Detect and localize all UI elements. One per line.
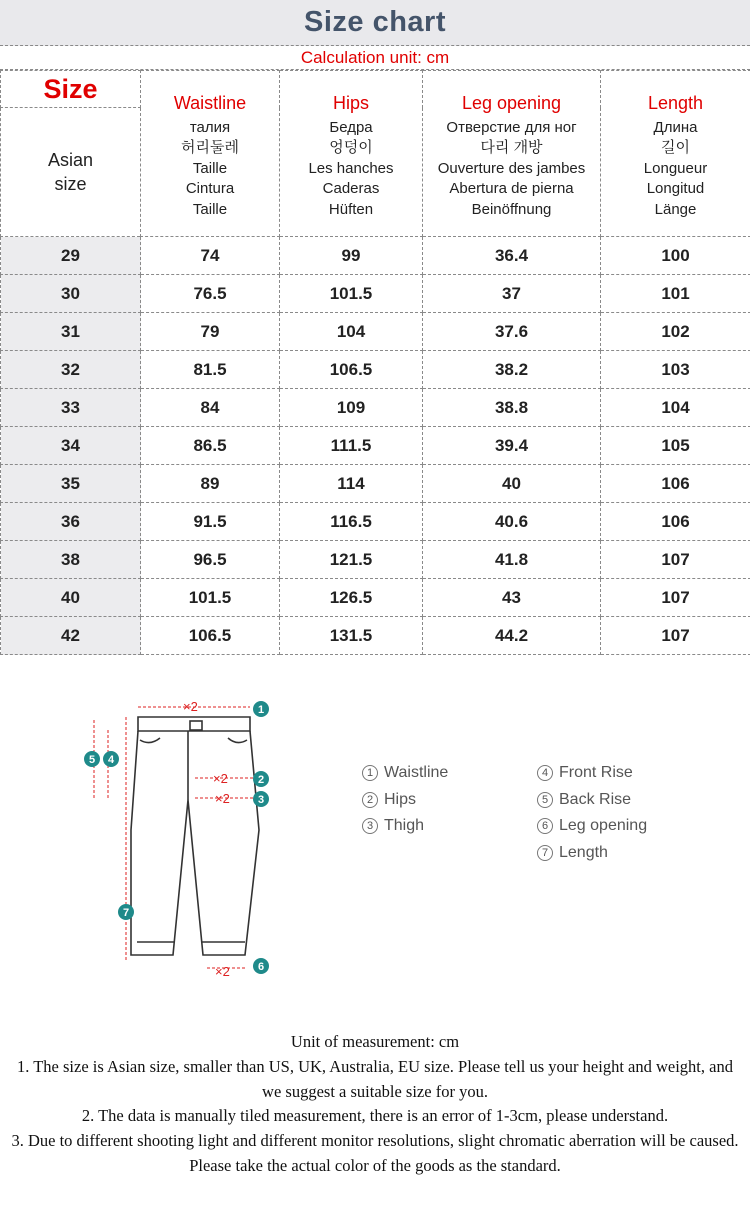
legend-num: 5 — [537, 792, 553, 808]
value-cell: 103 — [601, 351, 750, 389]
notes-section — [10, 1030, 740, 1179]
value-cell: 39.4 — [423, 427, 601, 465]
header-line: талия — [189, 118, 231, 136]
value-cell: 101.5 — [280, 275, 423, 313]
size-label-row — [1, 71, 750, 108]
value-cell: 38.2 — [423, 351, 601, 389]
legend-item — [362, 787, 448, 814]
legend-label: Back Rise — [559, 790, 632, 808]
value-cell: 106.5 — [280, 351, 423, 389]
value-cell: 104 — [601, 389, 750, 427]
legend-label: Leg opening — [559, 817, 648, 835]
table-row — [1, 275, 750, 313]
header-line: Длина — [653, 118, 698, 136]
table-row — [1, 389, 750, 427]
value-cell: 111.5 — [280, 427, 423, 465]
value-cell: 79 — [141, 313, 280, 351]
note-3: 3. Due to different shooting light and different monitor resolutions, slight chromatic aberration will be caused. Please take the actual color of the goods as the standard. — [11, 1131, 739, 1175]
dim-label: ×2 — [215, 964, 230, 979]
size-cell: 29 — [1, 237, 141, 275]
marker-number: 1 — [257, 704, 265, 716]
legend-num: 6 — [537, 818, 553, 834]
header-line: Ouverture des jambes — [437, 159, 586, 177]
marker-number: 6 — [257, 961, 265, 973]
value-cell: 38.8 — [423, 389, 601, 427]
value-cell: 37 — [423, 275, 601, 313]
header-line: Longitud — [646, 180, 705, 198]
marker-number: 5 — [88, 754, 96, 766]
header-line: Les hanches — [308, 159, 394, 177]
value-cell: 101.5 — [141, 579, 280, 617]
header-title: Leg opening — [461, 92, 562, 113]
legend-right — [537, 760, 647, 866]
value-cell: 86.5 — [141, 427, 280, 465]
dim-label: ×2 — [213, 771, 228, 786]
size-cell: 42 — [1, 617, 141, 655]
size-cell: 31 — [1, 313, 141, 351]
legend-label: Waistline — [384, 764, 449, 782]
header-line: Cintura — [185, 180, 235, 198]
marker-number: 2 — [257, 774, 265, 786]
table-row — [1, 503, 750, 541]
value-cell: 100 — [601, 237, 750, 275]
legend-num: 7 — [537, 845, 553, 861]
value-cell: 106.5 — [141, 617, 280, 655]
legend-item — [537, 760, 647, 787]
size-cell: 30 — [1, 275, 141, 313]
value-cell: 40 — [423, 465, 601, 503]
size-cell: 35 — [1, 465, 141, 503]
marker-number: 4 — [107, 754, 115, 766]
legend-label: Hips — [384, 790, 417, 808]
value-cell: 121.5 — [280, 541, 423, 579]
legend-label: Length — [559, 843, 608, 861]
legend-item — [537, 813, 647, 840]
legend-item — [362, 760, 448, 787]
legend-item — [362, 813, 448, 840]
value-cell: 84 — [141, 389, 280, 427]
value-cell: 44.2 — [423, 617, 601, 655]
size-cell: 33 — [1, 389, 141, 427]
note-2: 2. The data is manually tiled measurement, there is an error of 1-3cm, please understand. — [81, 1106, 669, 1126]
dim-label: ×2 — [183, 699, 198, 714]
header-line: Länge — [654, 200, 697, 218]
header-line: Бедра — [329, 118, 373, 136]
pants-outline — [131, 731, 259, 955]
value-cell: 96.5 — [141, 541, 280, 579]
dim-label: ×2 — [215, 791, 230, 806]
value-cell: 109 — [280, 389, 423, 427]
value-cell: 102 — [601, 313, 750, 351]
value-cell: 105 — [601, 427, 750, 465]
header-line: Beinöffnung — [471, 200, 552, 218]
legend-label: Front Rise — [559, 764, 633, 782]
table-row — [1, 617, 750, 655]
value-cell: 76.5 — [141, 275, 280, 313]
header-line: Taille — [192, 200, 228, 218]
header-line: Longueur — [643, 159, 708, 177]
value-cell: 89 — [141, 465, 280, 503]
table-row — [1, 237, 750, 275]
unit-label: Calculation unit: cm — [300, 47, 450, 67]
value-cell: 81.5 — [141, 351, 280, 389]
legend-num: 1 — [362, 765, 378, 781]
header-title: Hips — [332, 92, 369, 113]
header-title: Length — [647, 92, 704, 113]
size-cell: 34 — [1, 427, 141, 465]
header-title: Waistline — [173, 92, 247, 113]
value-cell: 99 — [280, 237, 423, 275]
value-cell: 43 — [423, 579, 601, 617]
legend-item — [537, 840, 647, 867]
size-cell: 36 — [1, 503, 141, 541]
header-line: 길이 — [661, 139, 690, 157]
legend-num: 2 — [362, 792, 378, 808]
value-cell: 106 — [601, 465, 750, 503]
value-cell: 91.5 — [141, 503, 280, 541]
value-cell: 114 — [280, 465, 423, 503]
value-cell: 101 — [601, 275, 750, 313]
marker-number: 7 — [122, 907, 130, 919]
header-leg-opening — [423, 71, 601, 237]
table-row — [1, 465, 750, 503]
table-row — [1, 541, 750, 579]
value-cell: 36.4 — [423, 237, 601, 275]
header-line: Abertura de pierna — [449, 180, 574, 198]
header-line: Hüften — [328, 200, 374, 218]
value-cell: 107 — [601, 579, 750, 617]
legend-left — [362, 760, 448, 840]
size-label-cell — [1, 71, 141, 108]
legend-num: 4 — [537, 765, 553, 781]
legend-item — [537, 787, 647, 814]
size-label: Size — [43, 73, 98, 104]
value-cell: 74 — [141, 237, 280, 275]
asian-size-label: Asian size — [47, 150, 94, 194]
size-cell: 32 — [1, 351, 141, 389]
table-row — [1, 313, 750, 351]
table-row — [1, 579, 750, 617]
pants-measurement-diagram — [75, 690, 285, 980]
header-line: Отверстие для ног — [446, 118, 577, 136]
size-cell: 40 — [1, 579, 141, 617]
value-cell: 131.5 — [280, 617, 423, 655]
size-table — [0, 70, 750, 655]
marker-number: 3 — [257, 794, 265, 806]
asian-size-cell — [1, 108, 141, 237]
note-1: 1. The size is Asian size, smaller than US, UK, Australia, EU size. Please tell us your height and weight, and we suggest a suitable size for you. — [17, 1056, 733, 1101]
legend-num: 3 — [362, 818, 378, 834]
header-line: 허리둘레 — [181, 139, 239, 157]
value-cell: 107 — [601, 541, 750, 579]
value-cell: 116.5 — [280, 503, 423, 541]
legend-label: Thigh — [384, 817, 425, 835]
header-hips — [280, 71, 423, 237]
value-cell: 41.8 — [423, 541, 601, 579]
value-cell: 126.5 — [280, 579, 423, 617]
table-row — [1, 427, 750, 465]
header-line: 다리 개방 — [480, 139, 543, 157]
notes-unit: Unit of measurement: cm — [290, 1032, 460, 1051]
value-cell: 40.6 — [423, 503, 601, 541]
chart-title: Size chart — [304, 6, 446, 38]
header-line: 엉덩이 — [329, 139, 373, 157]
unit-bar — [0, 46, 750, 70]
size-cell: 38 — [1, 541, 141, 579]
chart-title-bar — [0, 0, 750, 46]
header-line: Taille — [192, 159, 228, 177]
value-cell: 107 — [601, 617, 750, 655]
header-line: Caderas — [322, 180, 380, 198]
value-cell: 37.6 — [423, 313, 601, 351]
waistband — [138, 717, 250, 731]
table-row — [1, 351, 750, 389]
value-cell: 104 — [280, 313, 423, 351]
value-cell: 106 — [601, 503, 750, 541]
header-waistline — [141, 71, 280, 237]
header-length — [601, 71, 750, 237]
